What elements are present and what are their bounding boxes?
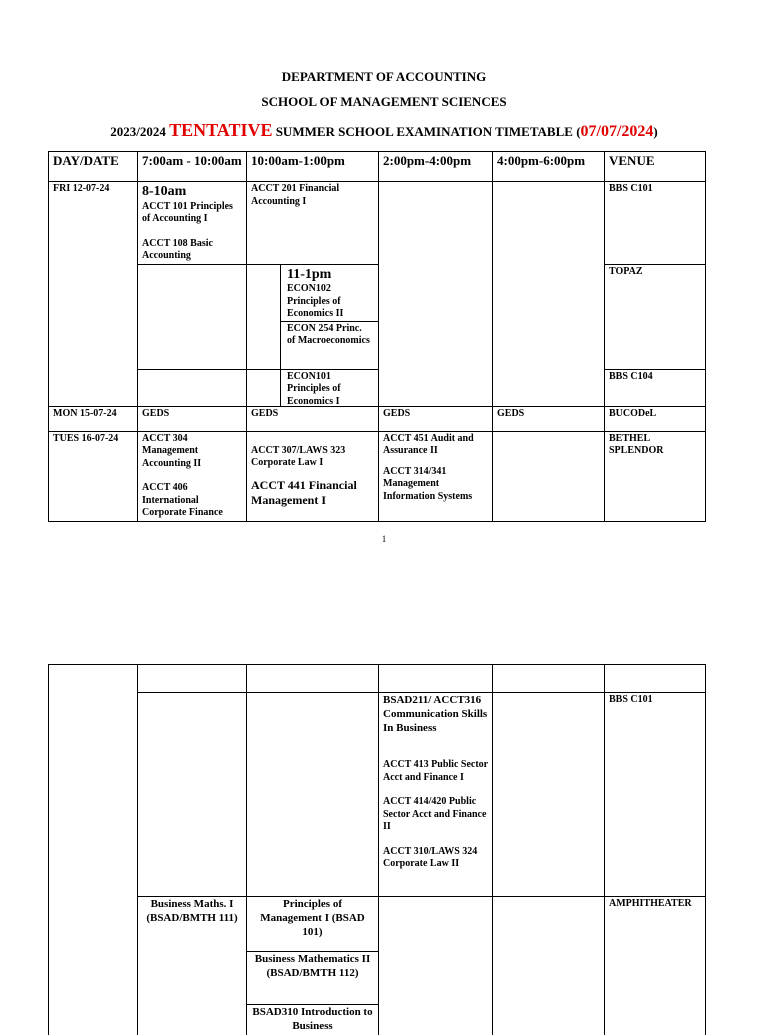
title-main: SUMMER SCHOOL EXAMINATION TIMETABLE ( (272, 124, 581, 139)
cell (493, 897, 605, 1035)
venue: AMPHITHEATER (605, 897, 706, 1035)
title-tentative: TENTATIVE (169, 120, 273, 140)
cell-fri-7am (138, 182, 247, 265)
slot-label-8-10: 8-10am (142, 184, 187, 199)
venue-tues: BETHEL SPLENDOR (605, 431, 706, 521)
table-row (49, 665, 706, 693)
cell-mon-7am: GEDS (138, 406, 247, 431)
cell-fri-2pm (379, 182, 493, 407)
table-row (49, 264, 706, 369)
col-10am: 10:00am-1:00pm (247, 152, 379, 182)
cell-fri-7am-2 (138, 264, 247, 369)
cell-fri-10am: ACCT 201 Financial Accounting I (247, 182, 379, 265)
table-row (49, 406, 706, 431)
cell (138, 693, 247, 897)
cell-tues-4pm (493, 431, 605, 521)
page-number: 1 (381, 534, 387, 544)
course: ACCT 314/341 Management Information Systems (383, 465, 473, 502)
col-4pm: 4:00pm-6:00pm (493, 152, 605, 182)
col-day: DAY/DATE (49, 152, 138, 182)
cell-mon-2pm: GEDS (379, 406, 493, 431)
course: BSAD211/ ACCT316 Communication Skills In Business (383, 694, 488, 734)
cell-fri-4pm (493, 182, 605, 407)
cell-mon-4pm: GEDS (493, 406, 605, 431)
school-title: SCHOOL OF MANAGEMENT SCIENCES (261, 94, 507, 109)
course: BSAD310 Introduction to Business (252, 1006, 373, 1032)
course: Principles of Management I (BSAD 101) (247, 897, 378, 952)
header-row (49, 152, 706, 182)
course: ACCT 101 Principles of Accounting I (142, 200, 233, 224)
cell (379, 897, 493, 1035)
cell-7am: Business Maths. I (BSAD/BMTH 111) (138, 897, 247, 1035)
cell (247, 665, 379, 693)
col-venue: VENUE (605, 152, 706, 182)
course: ACCT 451 Audit and Assurance II (383, 432, 474, 456)
table-row (49, 369, 706, 406)
cell (247, 693, 379, 897)
cell (493, 693, 605, 897)
course: ACCT 441 Financial Management I (251, 477, 357, 507)
cell-2pm (379, 693, 493, 897)
course: ACCT 307/LAWS 323 Corporate Law I (251, 444, 346, 468)
cell-tues-2pm (379, 431, 493, 521)
timetable-page2 (48, 664, 706, 1035)
title-close: ) (653, 124, 658, 139)
venue-fri-3: BBS C104 (605, 369, 706, 406)
timetable-title (0, 120, 768, 141)
cell-fri-10am-2 (247, 264, 379, 369)
cell (138, 665, 247, 693)
course: ACCT 304 Management Accounting II (142, 432, 202, 469)
course: ACCT 406 International Corporate Finance (142, 482, 223, 518)
venue-fri-1: BBS C101 (605, 182, 706, 265)
day-cell (49, 665, 138, 1035)
course: ECON102 Principles of Economics II (287, 283, 344, 319)
venue-fri-2: TOPAZ (605, 264, 706, 369)
course: ACCT 108 Basic Accounting (142, 237, 213, 261)
cell (379, 665, 493, 693)
venue-mon: BUCODeL (605, 406, 706, 431)
title-date: 07/07/2024 (580, 123, 654, 140)
venue: BBS C101 (605, 693, 706, 897)
cell-fri-10am-3 (247, 369, 379, 406)
cell-fri-7am-3 (138, 369, 247, 406)
table-row (49, 897, 706, 1035)
timetable-page1 (48, 151, 706, 522)
course: ECON101 Principles of Economics I (287, 370, 341, 406)
dept-title: DEPARTMENT OF ACCOUNTING (281, 69, 487, 84)
col-2pm: 2:00pm-4:00pm (379, 152, 493, 182)
table-row (49, 693, 706, 897)
day-mon: MON 15-07-24 (49, 406, 138, 431)
course: ACCT 414/420 Public Sector Acct and Finance II (383, 796, 487, 833)
cell (605, 665, 706, 693)
day-fri: FRI 12-07-24 (49, 182, 138, 407)
cell-tues-10am (247, 431, 379, 521)
course: ACCT 413 Public Sector Acct and Finance I (383, 759, 488, 783)
cell-tues-7am (138, 431, 247, 521)
cell-10am (247, 897, 379, 1035)
title-year: 2023/2024 (110, 124, 170, 139)
cell-mon-10am: GEDS (247, 406, 379, 431)
table-row (49, 431, 706, 521)
cell (493, 665, 605, 693)
slot-label-11-1: 11-1pm (287, 266, 332, 282)
col-7am: 7:00am - 10:00am (138, 152, 247, 182)
course: ECON 254 Princ. of Macroeconomics (287, 322, 370, 346)
day-tues: TUES 16-07-24 (49, 431, 138, 521)
table-row (49, 182, 706, 265)
course: ACCT 310/LAWS 324 Corporate Law II (383, 845, 478, 870)
course: Business Mathematics II (BSAD/BMTH 112) (247, 952, 378, 1005)
